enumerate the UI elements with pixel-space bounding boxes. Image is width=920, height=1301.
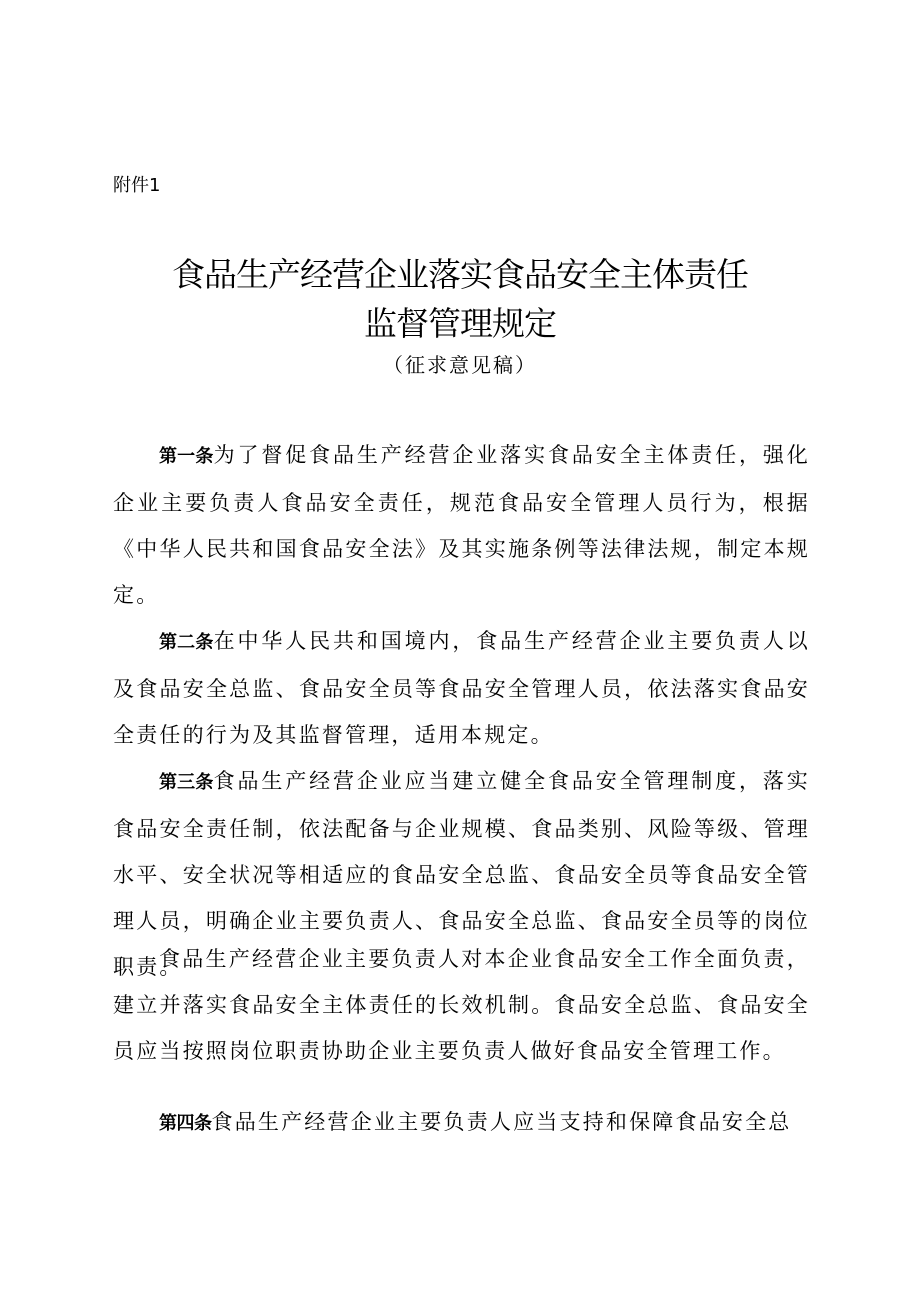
article-3-text: 食品生产经营企业应当建立健全食品安全管理制度，落实食品安全责任制，依法配备与企业规模、食品类别、风险等级、管理水平、安全状况等相适应的食品安全总监、食品安全员等食品安全管理人员，明确企业主要负责人、食品安全总监、食品安全员等的岗位职责。 [113,769,811,979]
document-body-section-3 [113,1099,810,1147]
document-subtitle: （征求意见稿） [383,353,537,377]
document-title-line-2: 监督管理规定 [364,304,556,343]
article-4-label: 第四条 [159,1113,212,1134]
article-2-text: 在中华人民共和国境内，食品生产经营企业主要负责人以及食品安全总监、食品安全员等食品安全管理人员，依法落实食品安全责任的行为及其监督管理，适用本规定。 [113,629,811,747]
attachment-label: 附件1 [113,175,161,196]
article-1-label: 第一条 [159,446,214,467]
document-body-section-1 [113,432,810,990]
article-4 [113,1099,810,1147]
article-3-paragraph-2-text: 食品生产经营企业主要负责人对本企业食品安全工作全面负责，建立并落实食品安全主体责任的长效机制。食品安全总监、食品安全员应当按照岗位职责协助企业主要负责人做好食品安全管理工作。 [113,947,810,1063]
article-3-paragraph-2 [113,936,810,1074]
article-2 [113,618,810,758]
article-2-label: 第二条 [159,632,214,653]
article-1-text: 为了督促食品生产经营企业落实食品安全主体责任，强化企业主要负责人食品安全责任，规范食品安全管理人员行为，根据《中华人民共和国食品安全法》及其实施条例等法律法规，制定本规定。 [113,443,811,607]
document-body-section-2 [113,936,810,1074]
article-4-text: 食品生产经营企业主要负责人应当支持和保障食品安全总 [211,1110,792,1134]
article-1 [113,432,810,618]
document-title-line-1: 食品生产经营企业落实食品安全主体责任 [172,255,748,294]
article-3-label: 第三条 [159,772,214,793]
